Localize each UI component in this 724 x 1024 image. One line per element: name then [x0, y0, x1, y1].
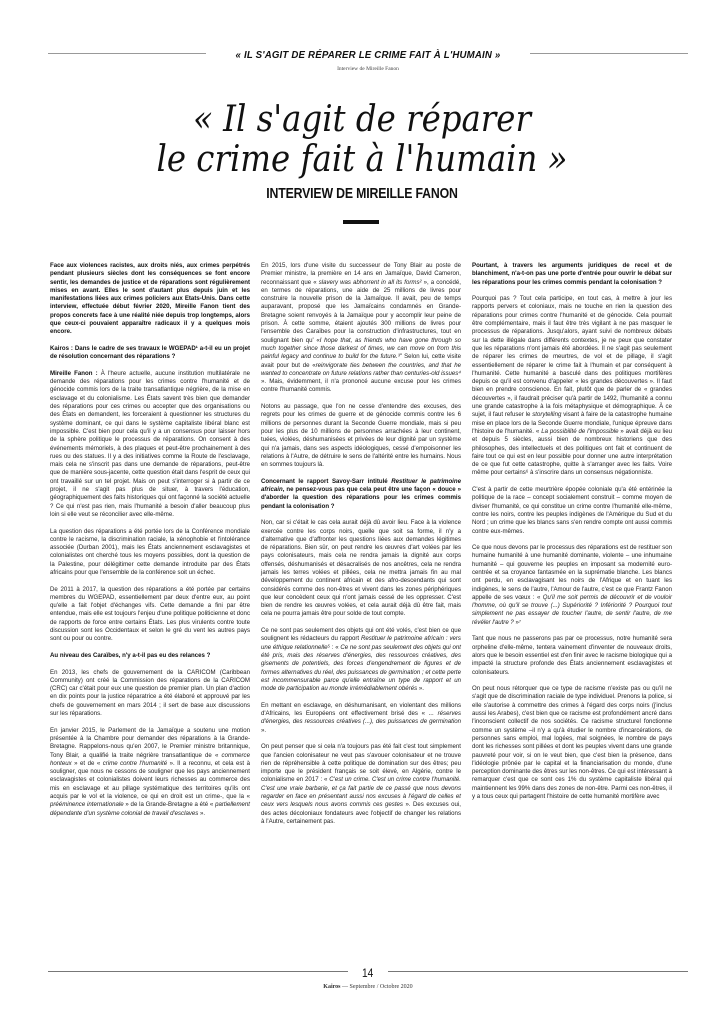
text: ». — [417, 685, 424, 693]
text: Ce que nous devons par le processus des réparations est de restituer son humaine humanité à une humanité dominante, violente – une inhumaine humanité – qui gouverne les peuples en imposant sa modernité euro-centrée et sa croyance fantasmée en la suprématie blanche. Les blancs ont perdu, en esclavagisant les noirs de l'Afrique et en tuant les indigènes, le sens de l'autre, l'Amour de l'autre, c'est ce que Frantz Fanon appelle de ses vœux : « — [472, 544, 672, 601]
quote: C'est un crime. C'est un crime contre l'humanité. C'est une vraie barbarie, et ça fait partie de ce passé que nous devons regarder en face en présentant aussi nos excuses à l'égard de celles et ceux vers lesquels nous avons commis ces gestes — [261, 776, 461, 809]
text: On peut penser que si cela n'a toujours pas été fait c'est tout simplement que l'ancien colonisateur ne veut pas s'avouer colonisateur et ne trouve rien de répréhensible à cette politique de domination sur des êtres; peu importe que le président français se soit élevé, en Algérie, contre le colonialisme en 2017 : « — [261, 743, 461, 784]
paragraph — [472, 544, 672, 627]
quote: La possibilité de l'impossible — [541, 427, 619, 435]
quote: Qu'il me soit permis de découvrir et de vouloir l'homme, où qu'il se trouve (...) Supériorité ? Infériorité ? Pourquoi tout simplement ne pas essayer de toucher l'autre, de sentir l'autre, de me révéler l'autre ? — [472, 593, 672, 626]
column-1 — [50, 262, 250, 826]
text: ». Des excuses oui, des actes décoloniaux fondateurs avec l'objectif de changer les relations à l'Autre, certainement pas. — [261, 801, 461, 825]
column-3 — [472, 262, 672, 810]
text: visant à faire de la catastrophe humaine mise en place lors de la Seconde Guerre mondiale, l'unique épreuve dans l'histoire de l'humanité. « — [472, 411, 672, 435]
paragraph: Notons au passage, que l'on ne cesse d'entendre des excuses, des regrets pour les crimes de guerre et de génocide commis contre les 6 millions de personnes durant la Seconde Guerre mondiale, mais si peu pour les plus de 10 millions de personnes arrachées à leur continent, tuées, violées, déshumanisées et privées de leur dignité par un système qui n'a jamais, dans ses aspects idéologiques, cessé d'empoisonner les relations à l'Autre, de détruire le sens de l'altérité entre les humains. Nous en sommes toujours là. — [261, 403, 461, 469]
paragraph — [261, 702, 461, 735]
text: : « — [330, 643, 341, 651]
paragraph: Tant que nous ne passerons pas par ce processus, notre humanité sera orpheline d'elle-même, tentera vainement d'inventer de nouveaux droits, alors que le besoin essentiel est d'en finir avec le racisme biologique qui a impacté la structure profonde des États anciennement esclavagistes et colonisateurs. — [472, 635, 672, 676]
header-rule-left — [48, 53, 206, 54]
quote: commerce honteux — [50, 751, 250, 767]
paragraph — [261, 627, 461, 693]
paragraph: De 2011 à 2017, la question des réparations a été portée par certains membres du WGEPAD, essentiellement par deux d'entre eux, au point qu'elle a fait l'objet d'échanges vifs. Cette demande a fini par être entendue, mais elle est toujours l'enjeu d'une politique politicienne et donc de rapports de force entre certains États. Les plus virulents contre toute discussion sont les Occidentaux et selon le gré du vent les autres pays sont ou pour ou contre. — [50, 585, 250, 643]
text: » avait déjà eu lieu et depuis 5 siècles, aussi bien de nombreux historiens que des philosophes, des intellectuels et des politiques ont fait et continuent de faire tout ce qui est en leur possible pour donner une autre interprétation de ce que fut cette catastrophe, quitte à s'arranger avec les faits. Voire même pour certains⁶ à s'inscrire dans un consensus négationniste. — [472, 427, 672, 477]
footer-rule-right — [388, 971, 688, 972]
paragraph: C'est à partir de cette meurtrière épopée coloniale qu'a été entérinée la politique de la race – concept socialement construit – comme moyen de diviser l'humanité, ce qui constitue un crime contre l'humanité elle-même, contre les noirs, contre les peuples indigènes de l'Amérique du Sud et du Nord ; un crime que les blancs sans s'en rendre compte ont aussi commis contre eux-mêmes. — [472, 486, 672, 535]
paragraph: On peut nous rétorquer que ce type de racisme n'existe pas ou qu'il ne s'agit que de discrimination raciale de type individuel. Prenons la police, si elle s'autorise à commettre des crimes à l'égard des corps noirs (j'inclus aussi les Arabes), c'est bien que ce racisme est profondément ancré dans l'inconscient collectif de nos sociétés. Ce racisme structurel fonctionne comme un système –il n'y a qu'à étudier le nombre d'incarcérations, de personnes sans emploi, mal logées, mal soignées, le nombre de pays dont les richesses sont pillées et dont les peuples vivent dans une grande pauvreté pour voir, si on le veut bien, que c'est bien la présence, dans l'idéologie prônée par le capital et la financiarisation du monde, d'une perception dominante des êtres sur les non-êtres. Ce qui est intéressant à remarquer c'est que ce sont ces 1% du système capitaliste libéral qui maintiennent les 99% dans des zones de non-être. Parmi ces non-êtres, il y a tous ceux qui partagent l'histoire de cette humanité mortifère avec — [472, 685, 672, 800]
question-2: Au niveau des Caraïbes, n'y a-t-il pas eu des relances ? — [50, 651, 211, 659]
footer-rule-left — [48, 971, 348, 972]
text: Ce ne sont pas seulement des objets qui ont été volés, c'est bien ce que soulignent les rédacteurs du rapport — [261, 627, 461, 643]
question-4: Pourtant, à travers les arguments juridiques de recel et de blanchiment, n'a-t-on pas une porte d'entrée pour ouvrir le débat sur les réparations pour les crimes commis pendant la colonisation ? — [472, 262, 672, 286]
article-title-line-1: « Il s'agit de réparer — [193, 99, 531, 140]
question-3 — [261, 478, 461, 511]
header-rule-right — [530, 53, 688, 54]
running-header — [48, 45, 688, 72]
question-1: Kairos : Dans le cadre de ses travaux le WGEPAD¹ a-t-il eu un projet de résolution concernant des réparations ? — [50, 344, 250, 361]
paragraph: La question des réparations a été portée lors de la Conférence mondiale contre le racisme, la discrimination raciale, la xénophobie et l'intolérance associée (Durban 2001), mais les États anciennement esclavagistes et colonialistes ont cherché tous les moyens possibles, dont la question de la Palestine, pour délégitimer cette demande introduite par des États africains pour que l'ensemble de la conférence soit un échec. — [50, 527, 250, 576]
paragraph — [261, 262, 461, 395]
report-title: Restituer le patrimoine africain : vers une éthique relationnelle⁵ — [261, 635, 461, 651]
title-divider — [343, 220, 379, 224]
text: », a concédé, en termes de réparations, une aide de 25 millions de livres pour construire la nouvelle prison de la Jamaïque. Il avait, peu de temps auparavant, proposé que les Jamaïcains condamnés en Grande-Bretagne soient renvoyés à la Jamaïque pour y accomplir leur peine de prison. À cette somme, étaient ajoutés 300 millions de livres pour l'ensemble des Caraïbes pour la construction d'infrastructures, tout en soulignant bien qu' « — [261, 278, 461, 344]
intro-paragraph: Face aux violences racistes, aux droits niés, aux crimes perpétrés pendant plusieurs siècles dont les conséquences se font encore sentir, les demandes de justice et de réparations sont régulièrement mises en avant. Elles le sont d'autant plus depuis juin et les manifestations liées aux crimes policiers aux Etats-Unis. Dans cette interview, effectuée début février 2020, Mireille Fanon tient des propos concrets face à une réalité niée depuis trop longtemps, alors que ceux-ci pouvaient apparaître radicaux il y a quelques mois encore. — [50, 262, 250, 336]
paragraph: Non, car si c'était le cas cela aurait déjà dû avoir lieu. Face à la violence exercée contre les corps noirs, quelle que soit sa forme, il n'y a d'alternative que d'affronter les questions liées aux demandes légitimes de réparations. Bien sûr, on peut rendre les œuvres d'art volées par les pays colonisateurs, mais cela ne rendra jamais la dignité aux corps offensés, déshumanisés et désacralisés de nos ancêtres, cela ne rendra jamais les terres volées et pillées, cela ne mettra jamais fin au mal développement du continent africain et des afro-descendants qui sont considérés comme des non-êtres et vivent dans les zones périphériques que leur concèdent ceux qui n'ont jamais cessé de les oppresser. C'est bien de rendre les œuvres volées, et cela aurait déjà dû être fait, mais cela ne pourra jamais être pour solde de tout compte. — [261, 519, 461, 618]
quote: Ce ne sont pas seulement des objets qui ont été pris, mais des réserves d'énergies, des ressources créatives, des gisements de potentiels, des forces d'engendrement de figures et de formes alternatives du réel, des puissances de germination ; et cette perte est incommensurable parce qu'elle entraîne un type de rapport et un mode de participation au monde irrémédiablement obérés — [261, 643, 461, 693]
text: ». — [198, 809, 206, 817]
quote: prééminence internationale — [50, 801, 124, 809]
quote: slavery was abhorrent in all its forms² — [318, 278, 422, 286]
page-number: 14 — [362, 966, 374, 980]
paragraph — [261, 743, 461, 826]
report-title: Restituer le patrimoine africain — [261, 477, 461, 494]
column-2 — [261, 262, 461, 834]
text: En 2015, lors d'une visite du successeur de Tony Blair au poste de Premier ministre, la première en 14 ans en Jamaïque, David Cameron, reconnaissant que « — [261, 262, 461, 286]
page-footer — [48, 964, 688, 990]
text: » et de « — [71, 759, 103, 767]
text: » de la Grande-Bretagne a été « — [123, 801, 216, 809]
text: , ne pensez-vous pas que cela peut être une façon « douce » d'aborder la question des réparations pour les crimes commis pendant la colonisation ? — [261, 486, 461, 510]
footer-meta — [48, 984, 688, 990]
article-title — [36, 100, 688, 180]
term: storytelling — [532, 411, 562, 419]
text: Pourquoi pas ? Tout cela participe, en tout cas, à mettre à jour les rapports pervers et coloniaux, mais ne touche en rien la question des réparations pour crimes contre l'humanité et de génocide. Cela pourrait être complémentaire, mais il faut être très vigilant à ne pas masquer le processus de réparations. Jusqu'alors, ayant suivi de nombreux débats sur la dette illégale dans différents contextes, je ne peux que constater que les réparations n'ont jamais été abordées. Il ne s'agit pas seulement de réparer les crimes de meurtres, de vol et de pillage, il s'agit essentiellement de réparer le crime fait à l'humain et par conséquent à l'humanité. Cette humanité a basculé dans des politiques mortifères depuis ce qu'il est convenu d'appeler « les grandes découvertes ». Il faut bien en prendre conscience. En fait, plutôt que de parler de « grandes découvertes », il faudrait préciser qu'à partir de 1492, l'humanité a connu une grande catastrophe à la fois métaphysique et démographique. À ce sujet, il faut refuser le — [472, 295, 672, 419]
text: " Selon lui, cette visite avait pour but de « — [261, 353, 461, 369]
article-subtitle: INTERVIEW DE MIREILLE FANON — [266, 185, 458, 202]
answer-1-text: À l'heure actuelle, aucune institution multilatérale ne demande des réparations pour les crimes contre l'humanité et de génocide commis lors de la traite transatlantique négrière, de la mise en esclavage et du colonialisme. Les États savent très bien que demander des réparations pour ces crimes ou accepter que des organisations ou des États en demandent, les forceraient à questionner les structures du système dominant, ce qui dans le système capitaliste libéral blanc est impossible. C'est bien pour cela qu'il y a un consensus pour laisser hors de la sphère politique le processus de réparations. On consent à des événements mémoriels, à des plaques et peut-être prochainement à des rues ou des statues. Il y a des initiatives comme la Route de l'esclavage, mais cela ne s'inscrit pas dans une demande de réparations, peut-être que de manière sous-jacente, cette question était dans l'esprit de ceux qui ont travaillé sur un tel projet. Mais on peut s'interroger si à partir de ce projet, il ne s'agit pas plus de situer, à travers l'éducation, géographiquement des faits historiques qui ont façonné la société actuelle ? Ce qui n'est pas rien, mais l'humanité a besoin d'aller beaucoup plus loin si elle veut se réconcilier avec elle-même. — [50, 369, 251, 518]
text: ». — [261, 726, 267, 734]
speaker-label: Mireille Fanon : — [50, 369, 98, 377]
quote: crime contre l'humanité — [102, 759, 168, 767]
issue-date: — Septembre / Octobre 2020 — [340, 984, 413, 990]
publication-name: Kairos — [323, 984, 341, 990]
article-title-line-2: le crime fait à l'humain » — [156, 139, 568, 180]
text: ». Il a reconnu, et cela est à souligner, que nous ne cessons de souligner que les pays anciennement esclavagistes et colonialistes doivent leurs richesses au commerce des mis en esclavage et au pillage systématique des territoires qu'ils ont acquis par le vol et la violence, ce qui en droit est un crime-, que la « — [50, 759, 250, 800]
text: ». Mais, évidemment, il n'a prononcé aucune excuse pour les crimes contre l'humanité commis. — [261, 378, 461, 394]
quote: I hope that, as friends who have gone through so much together since those darkest of times, we can move on from this painful legacy and continue to build for the future.³ — [261, 336, 462, 361]
answer-1 — [50, 370, 250, 519]
paragraph — [50, 727, 250, 818]
running-subtitle: Interview de Mireille Fanon — [337, 66, 399, 72]
quote: partiellement dépendante d'un système colonial de travail d'esclaves — [50, 801, 250, 817]
quote: ... réserves d'énergies, des ressources créatives (...), des puissances de germination — [261, 710, 461, 726]
text: »⁷ — [513, 618, 522, 626]
quote: reinvigorate ties between the countries, and that he wanted to concentrate on future relations rather than centuries-old issues⁴ — [261, 361, 461, 377]
running-title: « IL S'AGIT DE RÉPARER LE CRIME FAIT À L'HUMAIN » — [235, 49, 501, 61]
paragraph — [472, 295, 672, 478]
paragraph: En 2013, les chefs de gouvernement de la CARICOM (Caribbean Community) ont créé la Commission des réparations de la CARICOM (CRC) car c'était pour eux une question de premier plan. Un plan d'action en dix points pour la justice réparatrice a été élaboré et approuvé par les chefs de gouvernement en mars 2014 ; il sert de base aux discussions sur les réparations. — [50, 668, 250, 718]
text: En mettant en esclavage, en déshumanisant, en violentant des millions d'Africains, les Européens ont effectivement brisé des « — [261, 701, 461, 718]
text: En janvier 2015, le Parlement de la Jamaïque a soutenu une motion présentée à la Chambre pour demander des réparations à la Grande-Bretagne. Rappelons-nous qu'en 2007, le Premier ministre britannique, Tony Blair, a qualifié la traite négrière transatlantique de « — [50, 726, 250, 759]
text: Concernant le rapport Savoy-Sarr intitulé — [261, 477, 392, 485]
